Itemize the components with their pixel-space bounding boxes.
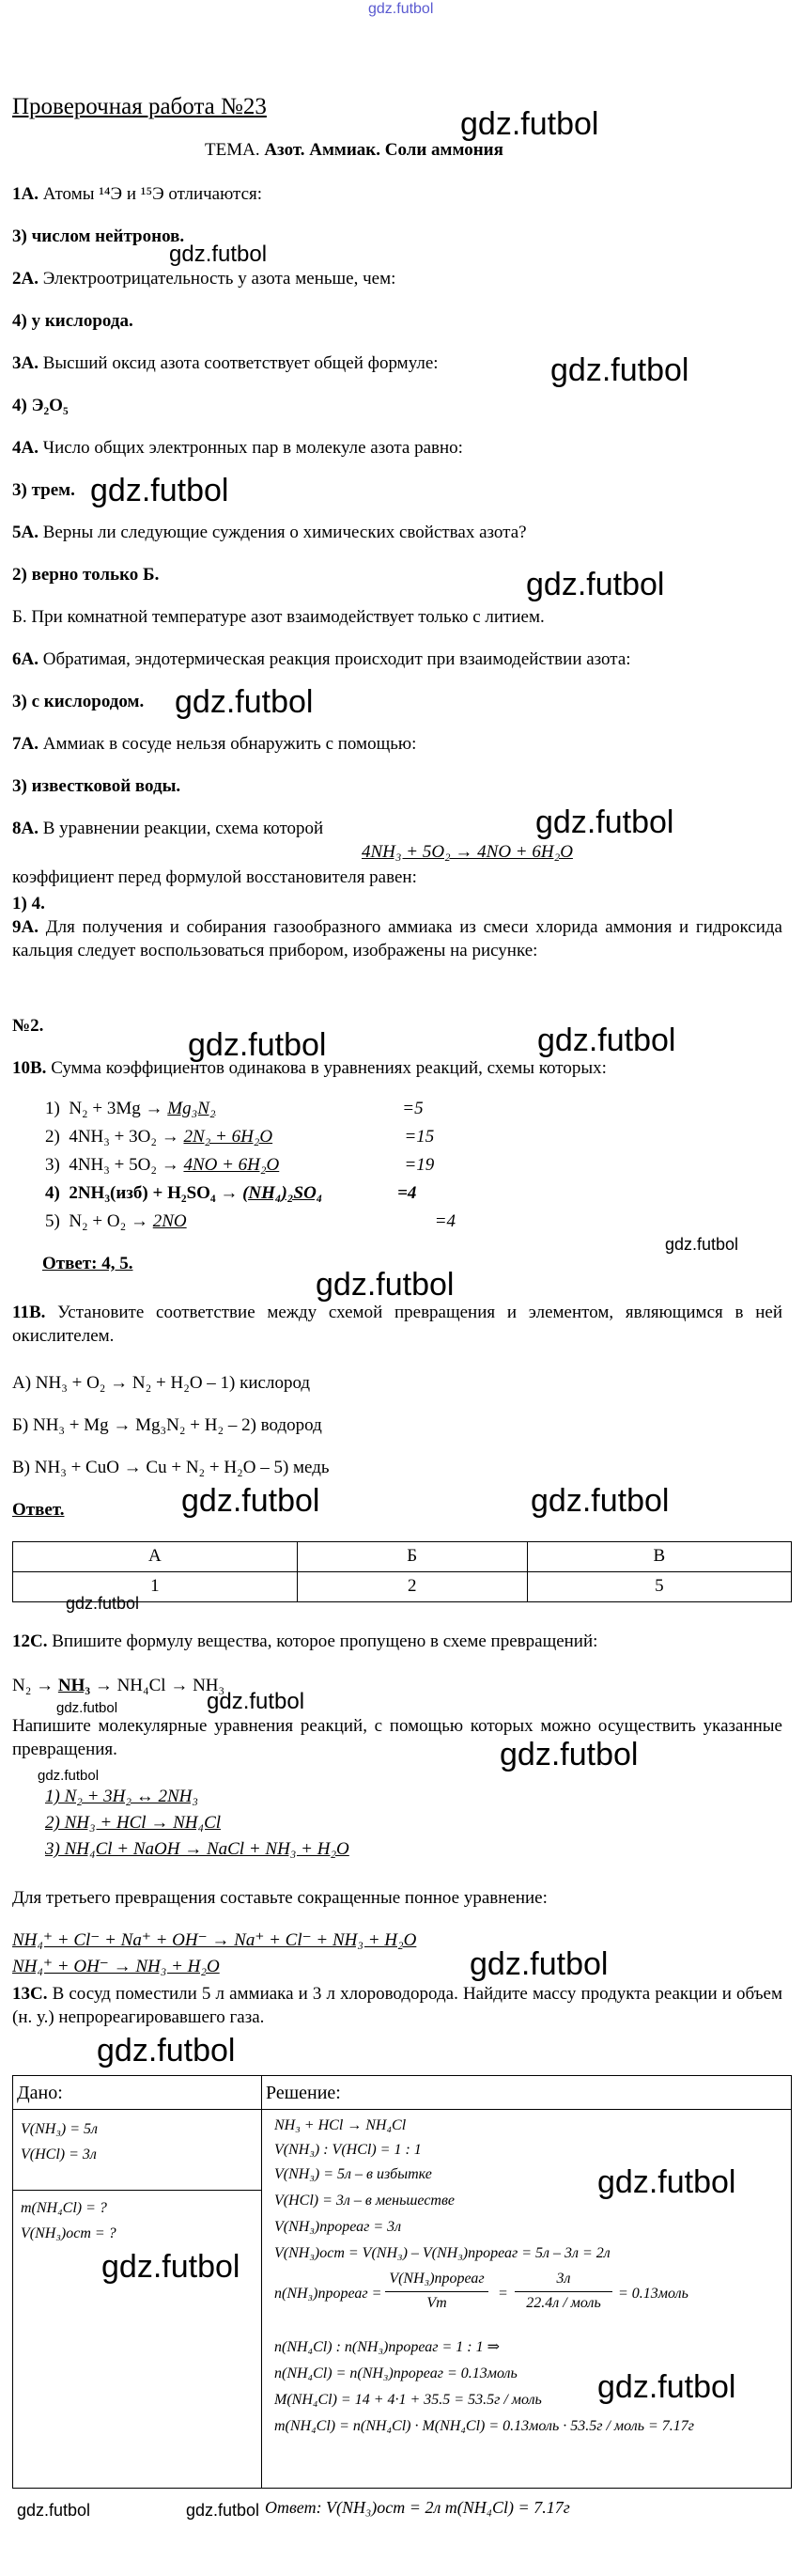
equation-12-2: 2) NH₃ + HCl → NH₄Cl <box>45 1813 222 1833</box>
table-cell: 1 <box>13 1572 298 1602</box>
chain-12: N₂ → NH₃ → NH₄Cl → NH₃ <box>12 1676 225 1695</box>
topic-text: Азот. Аммиак. Соли аммония <box>264 140 503 160</box>
watermark: gdz.futbol <box>537 1023 676 1058</box>
header-divider <box>12 2109 792 2110</box>
solution-line: V(NH₃)ост = V(NH₃) – V(NH₃)прореаг = 5л – 3л = 2л <box>274 2245 611 2261</box>
question-number: 5А. <box>12 523 39 542</box>
watermark: gdz.futbol <box>460 106 599 142</box>
question-12-text2: Напишите молекулярные уравнения реакций, с помощью которых можно осуществить указанные превращения. <box>12 1716 782 1759</box>
answer-3: 4) Э₂О₅ <box>12 396 69 415</box>
answer-4: 3) трем. <box>12 480 75 500</box>
answer-1: 3) числом нейтронов. <box>12 226 185 246</box>
watermark: gdz.futbol <box>188 1027 327 1063</box>
question-number: 1А. <box>12 184 39 204</box>
given-divider <box>12 2190 261 2191</box>
watermark: gdz.futbol <box>56 1700 118 1716</box>
watermark: gdz.futbol <box>66 1594 140 1613</box>
given-2: V(HCl) = 3л <box>21 2147 97 2162</box>
watermark: gdz.futbol <box>665 1235 739 1254</box>
solution-label: Решение: <box>266 2083 341 2103</box>
ionic-short: NH₄⁺ + OH⁻ → NH₃ + H₂O <box>12 1957 220 1976</box>
question-text: Аммиак в сосуде нельзя обнаружить с помощью: <box>42 734 417 754</box>
question-number: 12С. <box>12 1631 48 1651</box>
question-12-text3: Для третьего превращения составьте сокращенные понное уравнение: <box>12 1888 548 1908</box>
watermark: gdz.futbol <box>38 1768 100 1784</box>
question-7 <box>12 733 416 757</box>
frac-eq: = <box>498 2286 508 2302</box>
question-5 <box>12 522 527 545</box>
frac-den-1: Vm <box>426 2295 447 2311</box>
question-2 <box>12 268 395 291</box>
question-11 <box>12 1302 782 1348</box>
watermark: gdz.futbol <box>101 2249 240 2285</box>
question-8-text2: коэффициент перед формулой восстановителя равен: <box>12 867 417 887</box>
option-10-1: 1) N₂ + 3Mg → Mg₃N₂ =5 <box>45 1099 424 1118</box>
watermark: gdz.futbol <box>470 1946 609 1982</box>
equation-12-3: 3) NH₄Cl + NaOH → NaCl + NH₃ + H₂O <box>45 1839 349 1859</box>
find-2: V(NH₃)ост = ? <box>21 2225 116 2241</box>
question-text: Для получения и собирания газообразного аммиака из смеси хлорида аммония и гидроксида кальция следует воспользоваться прибором, изображены на рисунке: <box>12 917 782 960</box>
question-text: Обратимая, эндотермическая реакция происходит при взаимодействии азота: <box>42 649 631 669</box>
frac-left: n(NH₃)прореаг = <box>274 2286 382 2302</box>
topic-prefix: ТЕМА. <box>205 140 260 160</box>
watermark: gdz.futbol <box>535 804 674 840</box>
question-text: Впишите формулу вещества, которое пропущено в схеме превращений: <box>52 1631 598 1651</box>
question-3 <box>12 352 439 376</box>
option-10-3: 3) 4NH₃ + 5O₂ → 4NO + 6H₂O =19 <box>45 1155 435 1175</box>
answer-10: Ответ: 4, 5. <box>42 1254 133 1273</box>
option-11-c: В) NH₃ + CuO → Cu + N₂ + H₂O – 5) медь <box>12 1458 330 1477</box>
question-text: Высший оксид азота соответствует общей формуле: <box>42 353 439 373</box>
solution-line: V(HCl) = 3л – в меньшестве <box>274 2193 456 2209</box>
watermark: gdz.futbol <box>181 1483 320 1519</box>
given-1: V(NH₃) = 5л <box>21 2121 98 2137</box>
question-text: В сосуд поместили 5 л аммиака и 3 л хлороводорода. Найдите массу продукта реакции и объем (н. у.) непрореагировавшего газа. <box>12 1984 783 2027</box>
ionic-full: NH₄⁺ + Cl⁻ + Na⁺ + OH⁻ → Na⁺ + Cl⁻ + NH₃ + H₂O <box>12 1930 417 1950</box>
solution-line: V(NH₃) : V(HCl) = 1 : 1 <box>274 2142 422 2158</box>
question-text: В уравнении реакции, схема которой <box>42 819 324 838</box>
watermark: gdz.futbol <box>90 473 229 508</box>
solution-line: m(NH₄Cl) = n(NH₄Cl) · M(NH₄Cl) = 0.13моль · 53.5г / моль = 7.17г <box>274 2418 695 2434</box>
question-13 <box>12 1983 782 2029</box>
solution-line: n(NH₄Cl) : n(NH₃)прореаг = 1 : 1 ⇒ <box>274 2339 500 2355</box>
answer-2: 4) у кислорода. <box>12 311 133 331</box>
question-1 <box>12 183 262 207</box>
question-12 <box>12 1631 597 1654</box>
answer-5: 2) верно только Б. <box>12 565 160 585</box>
solution-line: M(NH₄Cl) = 14 + 4·1 + 35.5 = 53.5г / моль <box>274 2392 542 2408</box>
question-number: 4А. <box>12 438 39 458</box>
solution-line: V(NH₃)прореаг = 3л <box>274 2219 402 2235</box>
answer-9: №2. <box>12 1016 44 1036</box>
answer-8: 1) 4. <box>12 894 45 913</box>
table-cell: 2 <box>297 1572 527 1602</box>
question-8 <box>12 818 323 841</box>
solution-line: NH₃ + HCl → NH₄Cl <box>274 2117 407 2133</box>
watermark: gdz.futbol <box>597 2164 736 2200</box>
question-number: 13С. <box>12 1984 48 2004</box>
equation-8: 4NH₃ + 5O₂ → 4NO + 6H₂O <box>362 842 573 862</box>
watermark: gdz.futbol <box>97 2033 236 2069</box>
option-10-5: 5) N₂ + O₂ → 2NO =4 <box>45 1211 456 1231</box>
watermark: gdz.futbol <box>175 684 314 720</box>
watermark: gdz.futbol <box>17 2501 91 2520</box>
solution-divider <box>261 2075 262 2489</box>
option-10-4: 4) 2NH₃(изб) + H₂SO₄ → (NH₄)₂SO₄ =4 <box>45 1183 417 1203</box>
solution-line: n(NH₄Cl) = n(NH₃)прореаг = 0.13моль <box>274 2365 518 2381</box>
question-text: Электроотрицательность у азота меньше, чем: <box>42 269 396 289</box>
equation-12-1: 1) N₂ + 3H₂ ↔ 2NH₃ <box>45 1787 199 1806</box>
option-11-b: Б) NH₃ + Mg → Mg₃N₂ + H₂ – 2) водород <box>12 1415 322 1435</box>
watermark: gdz.futbol <box>316 1267 455 1303</box>
question-4 <box>12 437 463 461</box>
question-9 <box>12 916 782 962</box>
note-5: Б. При комнатной температуре азот взаимодействует только с литием. <box>12 607 545 627</box>
question-number: 8А. <box>12 819 39 838</box>
frac-result: = 0.13моль <box>618 2286 688 2302</box>
answer-label-11: Ответ. <box>12 1500 65 1520</box>
question-6 <box>12 648 631 672</box>
watermark-top: gdz.futbol <box>368 1 434 17</box>
table-header: В <box>527 1542 791 1572</box>
question-number: 2А. <box>12 269 39 289</box>
question-number: 11В. <box>12 1303 46 1322</box>
answer-13: Ответ: V(NH₃)ост = 2л m(NH₄Cl) = 7.17г <box>265 2498 570 2517</box>
table-header: А <box>13 1542 298 1572</box>
watermark: gdz.futbol <box>526 567 665 602</box>
question-text: Верны ли следующие суждения о химических свойствах азота? <box>42 523 527 542</box>
table-header: Б <box>297 1542 527 1572</box>
option-11-a: А) NH₃ + O₂ → N₂ + H₂O – 1) кислород <box>12 1373 311 1393</box>
find-1: m(NH₄Cl) = ? <box>21 2200 107 2216</box>
option-10-2: 2) 4NH₃ + 3O₂ → 2N₂ + 6H₂O =15 <box>45 1127 435 1147</box>
watermark: gdz.futbol <box>550 352 689 388</box>
frac-num-2: 3л <box>556 2271 571 2287</box>
frac-bar-2 <box>515 2291 612 2292</box>
given-label: Дано: <box>17 2083 63 2103</box>
question-number: 6А. <box>12 649 39 669</box>
question-text: Сумма коэффициентов одинакова в уравнениях реакций, схемы которых: <box>51 1058 607 1078</box>
watermark: gdz.futbol <box>531 1483 670 1519</box>
watermark: gdz.futbol <box>500 1737 639 1772</box>
question-number: 10В. <box>12 1058 47 1078</box>
table-cell: 5 <box>527 1572 791 1602</box>
page-title: Проверочная работа №23 <box>12 94 267 119</box>
question-number: 7А. <box>12 734 39 754</box>
question-text: Число общих электронных пар в молекуле азота равно: <box>42 438 463 458</box>
watermark: gdz.futbol <box>597 2369 736 2405</box>
table-header-row <box>13 1542 792 1572</box>
question-text: Установите соответствие между схемой превращения и элементом, являющимся в ней окислителем. <box>12 1303 783 1346</box>
watermark: gdz.futbol <box>186 2501 260 2520</box>
topic-line <box>205 139 503 163</box>
watermark: gdz.futbol <box>169 242 268 267</box>
answer-6: 3) с кислородом. <box>12 692 145 711</box>
watermark: gdz.futbol <box>207 1689 305 1714</box>
answer-7: 3) известковой воды. <box>12 776 181 796</box>
frac-num-1: V(NH₃)прореаг <box>389 2271 485 2287</box>
solution-line: V(NH₃) = 5л – в избытке <box>274 2166 432 2182</box>
question-text: Атомы ¹⁴Э и ¹⁵Э отличаются: <box>42 184 263 204</box>
question-number: 9А. <box>12 917 39 937</box>
question-number: 3А. <box>12 353 39 373</box>
frac-den-2: 22.4л / моль <box>526 2295 601 2311</box>
frac-bar-1 <box>385 2291 488 2292</box>
